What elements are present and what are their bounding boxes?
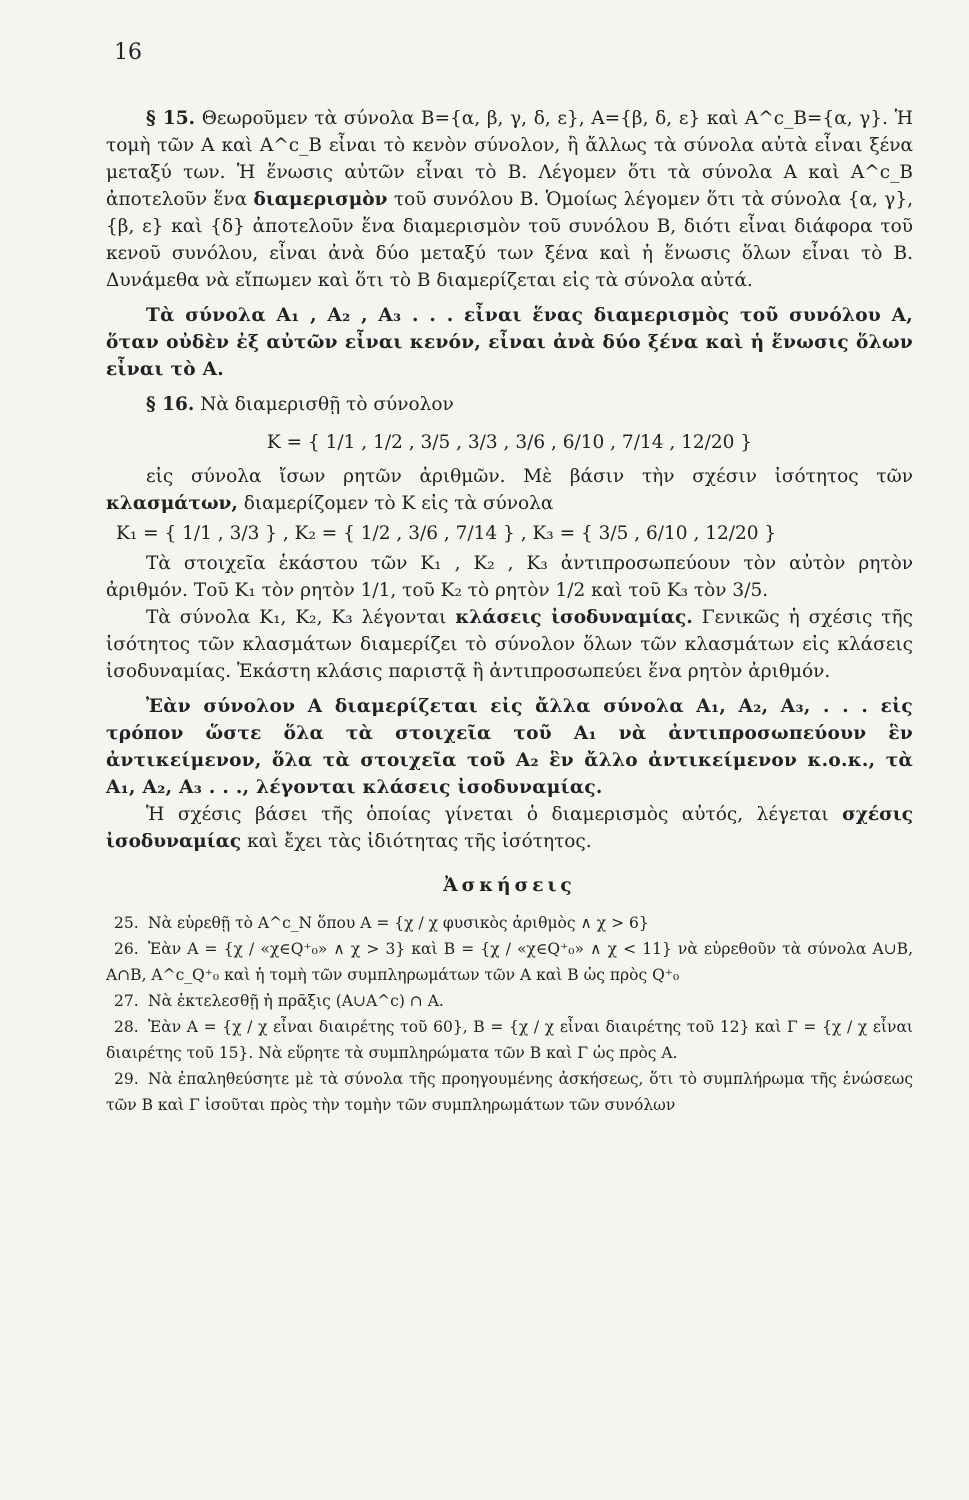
section-16-intro [106, 391, 913, 418]
section-16-text-4-rest: καὶ ἔχει τὰς ἰδιότητας τῆς ἰσότητος. [247, 831, 592, 852]
exercise-number: 25. [114, 914, 139, 932]
exercise-text: Ἐὰν Α = {χ / χ εἶναι διαιρέτης τοῦ 60}, Β = {χ / χ εἶναι διαιρέτης τοῦ 12} καὶ Γ = {χ / χ εἶναι διαιρέτης τοῦ 15}. Νὰ εὕρητε τὰ συμπληρώματα τῶν Β καὶ Γ ὡς πρὸς Α. [106, 1018, 913, 1062]
exercise-item [106, 1014, 913, 1066]
section-16-intro-text: Νὰ διαμερισθῇ τὸ σύνολον [200, 394, 454, 415]
K-sets-formula: K₁ = { 1/1 , 3/3 } , K₂ = { 1/2 , 3/6 , 7/14 } , K₃ = { 3/5 , 6/10 , 12/20 } [116, 523, 777, 544]
exercise-number: 27. [114, 992, 139, 1010]
exercise-text: Νὰ εὑρεθῇ τὸ Α^c_N ὅπου Α = {χ / χ φυσικὸς ἀριθμὸς ∧ χ > 6} [148, 914, 649, 932]
section-16-paragraph-4 [106, 801, 913, 855]
exercise-list [106, 910, 913, 1118]
partition-definition: Τὰ σύνολα Α₁ , Α₂ , Α₃ . . . εἶναι ἕνας διαμερισμὸς τοῦ συνόλου Α, ὅταν οὐδὲν ἐξ αὐτῶν εἶναι κενόν, εἶναι ἀνὰ δύο ξένα καὶ ἡ ἕνωσις ὅλων εἶναι τὸ Α. [106, 305, 913, 380]
section-16-text-1: εἰς σύνολα ἴσων ρητῶν ἀριθμῶν. Μὲ βάσιν τὴν σχέσιν ἰσότητος τῶν [146, 466, 913, 487]
section-16-paragraph-1 [106, 463, 913, 517]
term-equivalence-relation: σχέσις ἰσοδυναμίας [106, 804, 914, 852]
exercise-item [106, 910, 913, 936]
exercise-item [106, 936, 913, 988]
set-K-formula: K = { 1/1 , 1/2 , 3/5 , 3/3 , 3/6 , 6/10 , 7/14 , 12/20 } [266, 432, 753, 453]
section-16-text-3: Τὰ σύνολα Κ₁, Κ₂, Κ₃ λέγονται [146, 607, 447, 628]
section-16-text-1-rest: διαμερίζομεν τὸ Κ εἰς τὰ σύνολα [243, 493, 554, 514]
term-diamerismos: διαμερισμὸν [253, 189, 388, 210]
section-16-paragraph-2: Τὰ στοιχεῖα ἑκάστου τῶν Κ₁ , Κ₂ , Κ₃ ἀντιπροσωπεύουν τὸν αὐτὸν ρητὸν ἀριθμόν. Τοῦ Κ₁ τὸν ρητὸν 1/1, τοῦ Κ₂ τὸ ρητὸν 1/2 καὶ τοῦ Κ₃ τὸν 3/5. [106, 553, 913, 601]
exercise-number: 29. [114, 1070, 139, 1088]
exercise-text: Νὰ ἐπαληθεύσητε μὲ τὰ σύνολα τῆς προηγουμένης ἀσκήσεως, ὅτι τὸ συμπλήρωμα τῆς ἑνώσεως τῶν Β καὶ Γ ἰσοῦται πρὸς τὴν τομὴν τῶν συμπληρωμάτων τῶν συνόλων [106, 1070, 913, 1114]
exercises-heading: Ἀσκήσεις [443, 875, 576, 896]
section-15-number: § 15. [146, 108, 196, 129]
term-klasmaton: κλασμάτων, [106, 493, 238, 514]
section-15-text: Θεωροῦμεν τὰ σύνολα Β={α, β, γ, δ, ε}, Α={β, δ, ε} καὶ Α^c_Β={α, γ}. Ἡ τομὴ τῶν Α καὶ Α^c_Β εἶναι τὸ κενὸν σύνολον, ἢ ἄλλως τὰ σύνολα αὐτὰ εἶναι ξένα μεταξύ των. Ἡ ἕνωσις αὐτῶν εἶναι τὸ Β. Λέγομεν ὅτι τὰ σύνολα Α καὶ Α^c_Β ἀποτελοῦν ἕνα [106, 108, 913, 210]
term-equivalence-classes: κλάσεις ἰσοδυναμίας. [455, 607, 693, 628]
exercise-item [106, 1066, 913, 1118]
equivalence-class-definition: Ἐὰν σύνολον Α διαμερίζεται εἰς ἄλλα σύνολα Α₁, Α₂, Α₃, . . . εἰς τρόπον ὥστε ὅλα τὰ στοιχεῖα τοῦ Α₁ νὰ ἀντιπροσωπεύουν ἓν ἀντικείμενον, ὅλα τὰ στοιχεῖα τοῦ Α₂ ἓν ἄλλο ἀντικείμενον κ.ο.κ., τὰ Α₁, Α₂, Α₃ . . ., λέγονται κλάσεις ἰσοδυναμίας. [106, 696, 913, 798]
section-15-paragraph [106, 105, 913, 294]
exercise-number: 26. [114, 940, 139, 958]
exercise-text: Ἐὰν Α = {χ / «χ∈Q⁺₀» ∧ χ > 3} καὶ Β = {χ / «χ∈Q⁺₀» ∧ χ < 11} νὰ εὑρεθοῦν τὰ σύνολα Α∪Β, Α∩Β, Α^c_Q⁺₀ καὶ ἡ τομὴ τῶν συμπληρωμάτων τῶν Α καὶ Β ὡς πρὸς Q⁺₀ [106, 940, 913, 984]
exercise-text: Νὰ ἐκτελεσθῇ ἡ πρᾶξις (Α∪Α^c) ∩ Α. [148, 992, 444, 1010]
section-16-paragraph-3 [106, 604, 913, 685]
exercise-number: 28. [114, 1018, 139, 1036]
section-15-text-rest: τοῦ συνόλου Β. Ὁμοίως λέγομεν ὅτι τὰ σύνολα {α, γ}, {β, ε} καὶ {δ} ἀποτελοῦν ἕνα διαμερισμὸν τοῦ συνόλου Β, διότι εἶναι διάφορα τοῦ κενοῦ συνόλου, εἶναι ἀνὰ δύο μεταξύ των ξένα καὶ ἡ ἕνωσις ὅλων εἶναι τὸ Β. Δυνάμεθα νὰ εἴπωμεν καὶ ὅτι τὸ Β διαμερίζεται εἰς τὰ σύνολα αὐτά. [106, 189, 913, 291]
section-16-text-3-rest: Γενικῶς ἡ σχέσις τῆς ἰσότητος τῶν κλασμάτων διαμερίζει τὸ σύνολον ὅλων τῶν κλασμάτων εἰς κλάσεις ἰσοδυναμίας. Ἑκάστη κλάσις παριστᾷ ἢ ἀντιπροσωπεύει ἕνα ρητὸν ἀριθμόν. [106, 607, 913, 682]
section-16-number: § 16. [146, 394, 195, 415]
section-16-text-4: Ἡ σχέσις βάσει τῆς ὁποίας γίνεται ὁ διαμερισμὸς αὐτός, λέγεται [146, 804, 829, 825]
page-number: 16 [114, 40, 142, 65]
exercise-item [106, 988, 913, 1014]
